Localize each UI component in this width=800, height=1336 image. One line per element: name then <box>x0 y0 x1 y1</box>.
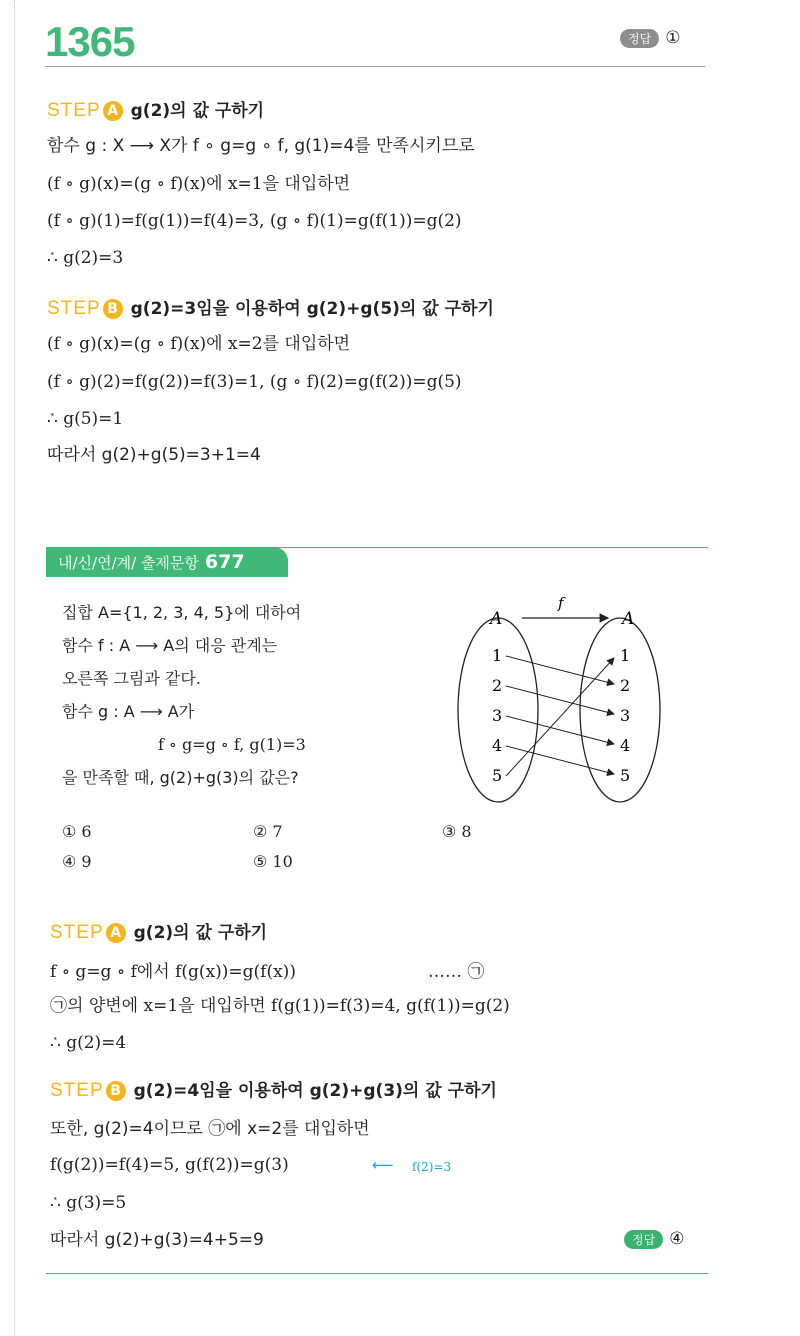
mapping-arrow <box>506 746 614 774</box>
choice-1[interactable]: ① 6 <box>62 822 92 841</box>
step-b-heading <box>47 294 494 320</box>
problem-text <box>62 596 306 794</box>
page-margin-line <box>14 0 16 1336</box>
step-label: STEP <box>47 298 101 319</box>
function-label: f <box>558 594 564 612</box>
mapping-arrow <box>506 656 614 684</box>
left-element-5: 5 <box>492 766 503 785</box>
step-letter: B <box>103 299 123 319</box>
solution-line: 따라서 g(2)+g(5)=3+1=4 <box>47 445 261 465</box>
solution-line: (f ∘ g)(2)=f(g(2))=f(3)=1, (g ∘ f)(2)=g(f(2))=g(5) <box>47 372 462 392</box>
step-letter: B <box>106 1081 126 1101</box>
solution-line: (f ∘ g)(1)=f(g(1))=f(4)=3, (g ∘ f)(1)=g(f(1))=g(2) <box>47 211 462 231</box>
problem-line: 오른쪽 그림과 같다. <box>62 669 201 688</box>
final-answer <box>624 1229 684 1249</box>
right-element-4: 4 <box>620 736 631 755</box>
mapping-arrow <box>506 658 614 776</box>
solution-line: 따라서 g(2)+g(3)=4+5=9 <box>50 1230 264 1250</box>
solution-line: ∴ g(5)=1 <box>47 409 124 429</box>
answer-badge: 정답 <box>620 29 659 48</box>
problem-number: 1365 <box>45 18 135 65</box>
equation-tag: …… ㉠ <box>428 962 485 982</box>
step-title: g(2)의 값 구하기 <box>133 923 268 943</box>
solution-line: ∴ g(2)=3 <box>47 248 124 268</box>
step-title: g(2)=3임을 이용하여 g(2)+g(5)의 값 구하기 <box>130 299 494 319</box>
problem-line: 집합 A={1, 2, 3, 4, 5}에 대하여 <box>62 603 302 622</box>
step-a-heading <box>50 918 267 944</box>
header-rule <box>45 66 705 67</box>
right-element-1: 1 <box>620 646 631 665</box>
problem-line: f ∘ g=g ∘ f, g(1)=3 <box>158 735 306 754</box>
left-element-3: 3 <box>492 706 503 725</box>
left-element-2: 2 <box>492 676 503 695</box>
mapping-arrow <box>506 686 614 714</box>
right-element-2: 2 <box>620 676 631 695</box>
right-set-label: A <box>622 609 635 629</box>
hint-note: f(2)=3 <box>412 1160 452 1174</box>
related-problem-tab <box>46 547 288 577</box>
step-title: g(2)의 값 구하기 <box>130 101 265 121</box>
choice-3[interactable]: ③ 8 <box>442 822 472 841</box>
left-set-label: A <box>490 609 503 629</box>
solution-line: (f ∘ g)(x)=(g ∘ f)(x)에 x=2를 대입하면 <box>47 334 351 354</box>
solution-line: f(g(2))=f(4)=5, g(f(2))=g(3) <box>50 1155 289 1175</box>
answer-header <box>620 28 680 48</box>
tab-label: 내/신/연/계/ 출제문항 <box>58 554 199 572</box>
note-arrow: ⟵ <box>372 1156 394 1174</box>
problem-line: 함수 f : A ⟶ A의 대응 관계는 <box>62 636 278 655</box>
mapping-arrow <box>506 716 614 744</box>
step-b-heading <box>50 1076 497 1102</box>
step-label: STEP <box>47 100 101 121</box>
solution-line: ∴ g(2)=4 <box>50 1033 127 1053</box>
step-label: STEP <box>50 922 104 943</box>
right-element-5: 5 <box>620 766 631 785</box>
tab-number: 677 <box>204 551 245 573</box>
choice-4[interactable]: ④ 9 <box>62 852 92 871</box>
solution-line: f ∘ g=g ∘ f에서 f(g(x))=g(f(x)) <box>50 962 296 982</box>
problem-line: 함수 g : A ⟶ A가 <box>62 702 195 721</box>
step-letter: A <box>106 923 126 943</box>
solution-line: ㉠의 양변에 x=1을 대입하면 f(g(1))=f(3)=4, g(f(1))=g(2) <box>50 996 510 1016</box>
step-a-heading <box>47 96 264 122</box>
answer-value: ① <box>665 28 681 48</box>
solution-line: 함수 g : X ⟶ X가 f ∘ g=g ∘ f, g(1)=4를 만족시키므로 <box>47 136 475 156</box>
left-element-4: 4 <box>492 736 503 755</box>
answer-badge: 정답 <box>624 1230 663 1249</box>
right-element-3: 3 <box>620 706 631 725</box>
solution-line: (f ∘ g)(x)=(g ∘ f)(x)에 x=1을 대입하면 <box>47 174 351 194</box>
choice-5[interactable]: ⑤ 10 <box>253 852 293 871</box>
footer-rule <box>46 1273 708 1274</box>
choice-2[interactable]: ② 7 <box>253 822 283 841</box>
step-letter: A <box>103 101 123 121</box>
step-title: g(2)=4임을 이용하여 g(2)+g(3)의 값 구하기 <box>133 1081 497 1101</box>
solution-line: 또한, g(2)=4이므로 ㉠에 x=2를 대입하면 <box>50 1119 370 1139</box>
answer-value: ④ <box>669 1229 685 1249</box>
solution-line: ∴ g(3)=5 <box>50 1193 127 1213</box>
left-element-1: 1 <box>492 646 503 665</box>
step-label: STEP <box>50 1080 104 1101</box>
mapping-diagram <box>450 592 670 812</box>
problem-line: 을 만족할 때, g(2)+g(3)의 값은? <box>62 768 299 787</box>
